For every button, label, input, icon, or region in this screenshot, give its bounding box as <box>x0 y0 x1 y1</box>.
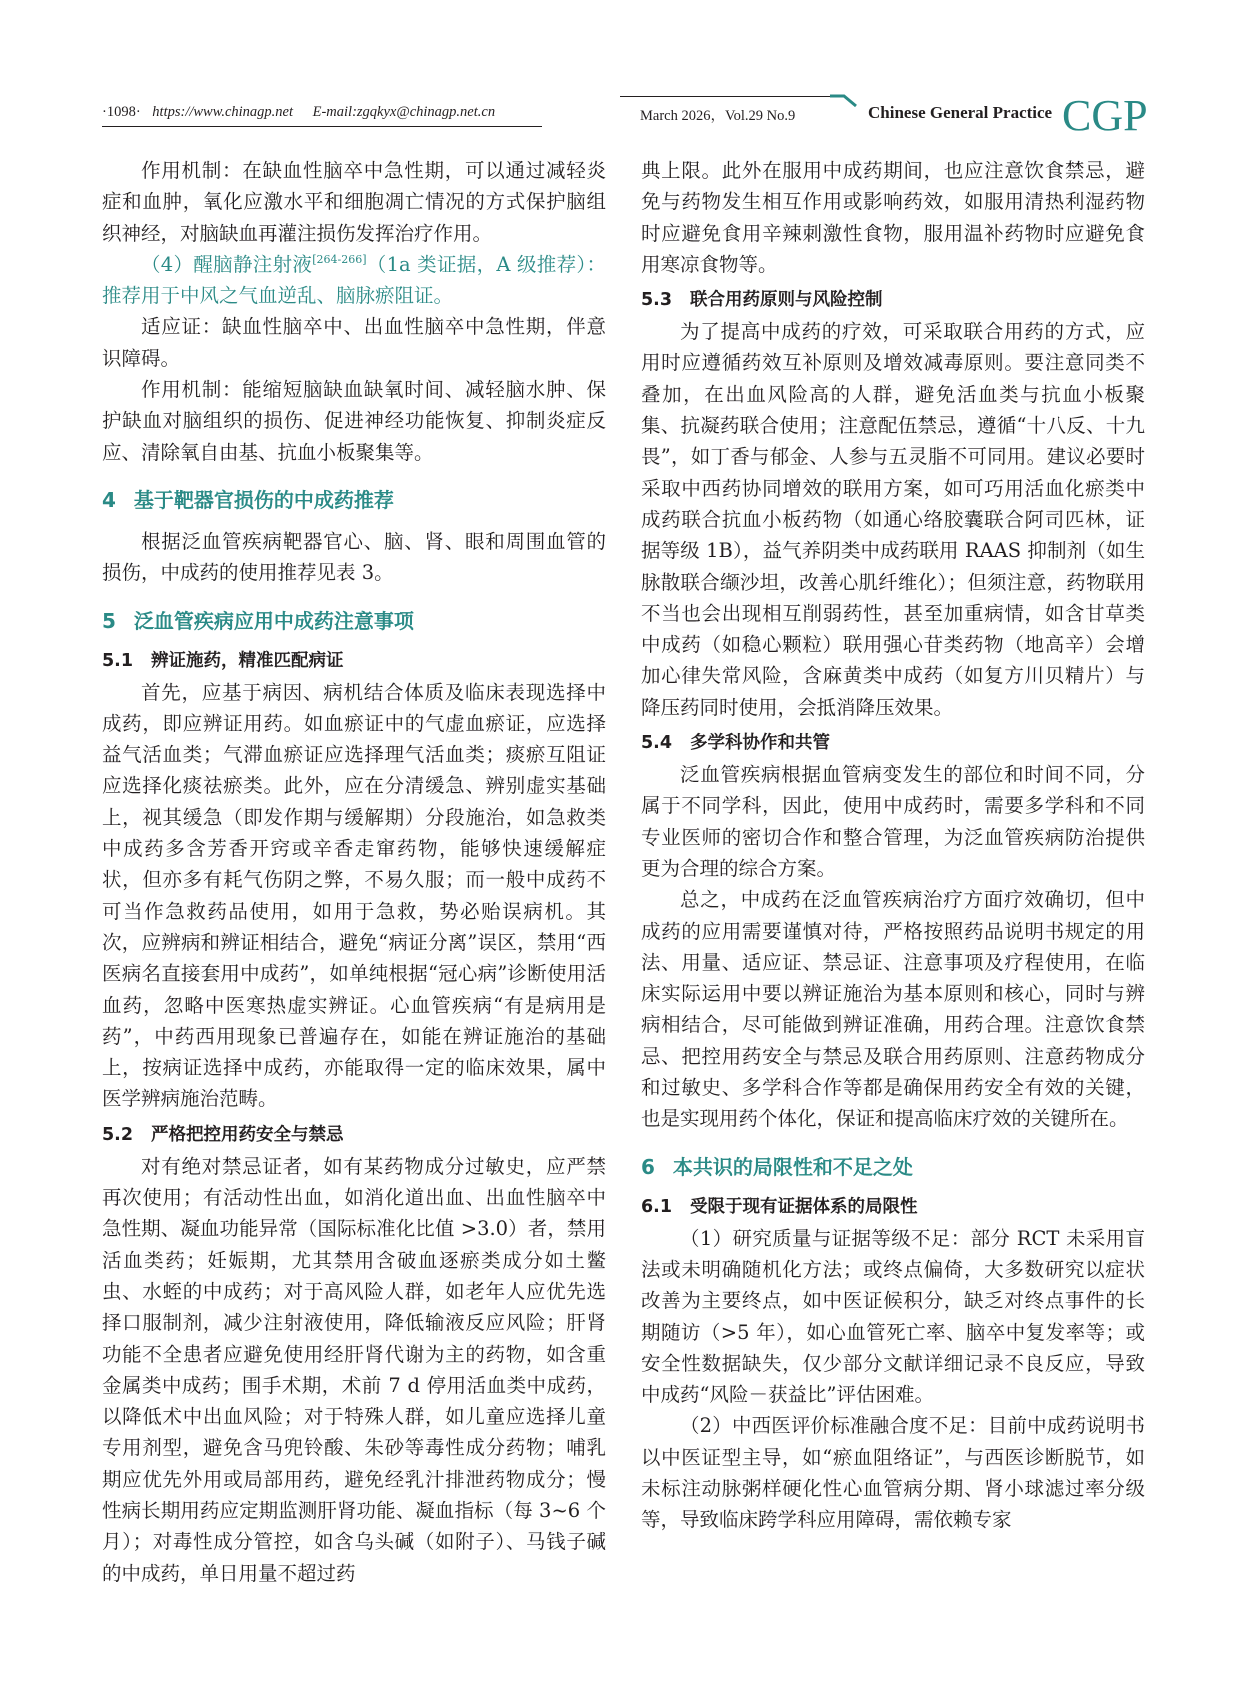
paragraph: 作用机制：在缺血性脑卒中急性期，可以通过减轻炎症和血肿，氧化应激水平和细胞凋亡情况的方式保护脑组织神经，对脑缺血再灌注损伤发挥治疗作用。 <box>102 159 606 245</box>
subsection-number: 5.3 <box>641 290 673 311</box>
recommendation-paragraph <box>102 249 606 312</box>
section-title: 本共识的局限性和不足之处 <box>672 1154 913 1179</box>
subsection-number: 5.1 <box>102 650 134 671</box>
subsection-heading <box>641 286 1145 314</box>
paragraph: （2）中西医评价标准融合度不足：目前中成药说明书以中医证型主导，如“瘀血阻络证”，与西医诊断脱节，如未标注动脉粥样硬化性心血管病分期、肾小球滤过率分级等，导致临床跨学科应用障碍，需依赖专家 <box>641 1414 1145 1532</box>
section-number: 5 <box>102 608 116 633</box>
subsection-heading <box>102 1121 606 1149</box>
right-column <box>641 155 1145 1536</box>
section-number: 6 <box>641 1154 655 1179</box>
subsection-number: 5.2 <box>102 1124 134 1145</box>
subsection-number: 6.1 <box>641 1196 673 1217</box>
paragraph: 对有绝对禁忌证者，如有某药物成分过敏史，应严禁再次使用；有活动性出血，如消化道出血、出血性脑卒中急性期、凝血功能异常（国际标准化比值 >3.0）者，禁用活血类药；妊娠期，尤其禁用含破血逐瘀类成分如土鳖虫、水蛭的中成药；对于高风险人群，如老年人应优先选择口服制剂，减少注射液使用，降低输液反应风险；肝肾功能不全患者应避免使用经肝肾代谢为主的药物，如含重金属类中成药；围手术期，术前 7 d 停用活血类中成药，以降低术中出血风险；对于特殊人群，如儿童应选择儿童专用剂型，避免含马兜铃酸、朱砂等毒性成分药物；哺乳期应优先外用或局部用药，避免经乳汁排泄药物成分；慢性病长期用药应定期监测肝肾功能、凝血指标（每 3~6 个月）；对毒性成分管控，如含乌头碱（如附子）、马钱子碱的中成药，单日用量不超过药 <box>102 1154 606 1585</box>
recommendation-text: （4）醒脑静注射液 <box>141 252 313 276</box>
logo-text: CGP <box>1062 91 1148 140</box>
paragraph: 泛血管疾病根据血管病变发生的部位和时间不同，分属于不同学科，因此，使用中成药时，需要多学科和不同专业医师的密切合作和整合管理，为泛血管疾病防治提供更为合理的综合方案。 <box>641 763 1145 880</box>
paragraph: 为了提高中成药的疗效，可采取联合用药的方式，应用时应遵循药效互补原则及增效减毒原则。要注意同类不叠加，在出血风险高的人群，避免活血类与抗血小板聚集、抗凝药联合使用；注意配伍禁忌，遵循“十八反、十九畏”，如丁香与郁金、人参与五灵脂不可同用。建议必要时采取中西药协同增效的联用方案，如可巧用活血化瘀类中成药联合抗血小板药物（如通心络胶囊联合阿司匹林，证据等级 1B），益气养阴类中成药联用 RAAS 抑制剂（如生脉散联合缬沙坦，改善心肌纤维化）；但须注意，药物联用不当也会出现相互削弱药性，甚至加重病情，如含甘草类中成药（如稳心颗粒）联用强心苷类药物（地高辛）会增加心律失常风险，含麻黄类中成药（如复方川贝精片）与降压药同时使用，会抵消降压效果。 <box>641 320 1145 719</box>
subsection-heading <box>641 729 1145 757</box>
journal-name: Chinese General Practice <box>868 103 1053 122</box>
header-rule-right <box>620 96 838 97</box>
subsection-number: 5.4 <box>641 733 673 754</box>
subsection-title: 受限于现有证据体系的局限性 <box>690 1196 918 1217</box>
page-number: ·1098· <box>102 104 141 120</box>
subsection-title: 辨证施药，精准匹配病证 <box>151 650 344 671</box>
header-rule <box>102 126 542 127</box>
paragraph: 典上限。此外在服用中成药期间，也应注意饮食禁忌，避免与药物发生相互作用或影响药效，如服用清热利湿药物时应避免食用辛辣刺激性食物，服用温补药物时应避免食用寒凉食物等。 <box>641 159 1145 276</box>
section-heading <box>102 607 606 635</box>
subsection-title: 严格把控用药安全与禁忌 <box>151 1124 344 1145</box>
citation[interactable]: [264-266] <box>312 252 367 266</box>
subsection-heading <box>641 1193 1145 1221</box>
section-title: 泛血管疾病应用中成药注意事项 <box>133 608 414 633</box>
journal-logo-icon <box>830 90 1160 140</box>
header-left <box>102 104 495 121</box>
journal-email[interactable]: E-mail:zgqkyx@chinagp.net.cn <box>312 104 496 120</box>
paragraph: 根据泛血管疾病靶器官心、脑、肾、眼和周围血管的损伤，中成药的使用推荐见表 3。 <box>102 529 606 585</box>
journal-url[interactable]: https://www.chinagp.net <box>152 104 293 120</box>
paragraph: 适应证：缺血性脑卒中、出血性脑卒中急性期，伴意识障碍。 <box>102 315 606 370</box>
paragraph: 总之，中成药在泛血管疾病治疗方面疗效确切，但中成药的应用需要谨慎对待，严格按照药品说明书规定的用法、用量、适应证、禁忌证、注意事项及疗程使用，在临床实际运用中要以辨证施治为基本原则和核心，同时与辨病相结合，尽可能做到辨证准确，用药合理。注意饮食禁忌、把控用药安全与禁忌及联合用药原则、注意药物成分和过敏史、多学科合作等都是确保用药安全有效的关键，也是实现用药个体化，保证和提高临床疗效的关键所在。 <box>641 888 1145 1131</box>
section-heading <box>102 486 606 514</box>
left-column <box>102 155 606 1589</box>
paragraph: 首先，应基于病因、病机结合体质及临床表现选择中成药，即应辨证用药。如血瘀证中的气虚血瘀证，应选择益气活血类；气滞血瘀证应选择理气活血类；痰瘀互阻证应选择化痰祛瘀类。此外，应在分清缓急、辨别虚实基础上，视其缓急（即发作期与缓解期）分段施治，如急救类中成药多含芳香开窍或辛香走窜药物，能够快速缓解症状，但亦多有耗气伤阴之弊，不易久服；而一般中成药不可当作急救药品使用，如用于急救，势必贻误病机。其次，应辨病和辨证相结合，避免“病证分离”误区，禁用“西医病名直接套用中成药”，如单纯根据“冠心病”诊断使用活血药，忽略中医寒热虚实辨证。心血管疾病“有是病用是药”，中药西用现象已普遍存在，如能在辨证施治的基础上，按病证选择中成药，亦能取得一定的临床效果，属中医学辨病施治范畴。 <box>102 680 606 1111</box>
section-number: 4 <box>102 487 116 512</box>
section-heading <box>641 1153 1145 1181</box>
page-header <box>0 0 1247 150</box>
issue-info: March 2026，Vol.29 No.9 <box>640 108 796 124</box>
section-title: 基于靶器官损伤的中成药推荐 <box>133 487 394 512</box>
paragraph: （1）研究质量与证据等级不足：部分 RCT 未采用盲法或未明确随机化方法；或终点偏倚，大多数研究以症状改善为主要终点，如中医证候积分，缺乏对终点事件的长期随访（>5 年），如心血管死亡率、脑卒中复发率等；或安全性数据缺失，仅少部分文献详细记录不良反应，导致中成药“风险－获益比”评估困难。 <box>641 1226 1145 1407</box>
recommendation-text: （1a 类证据，A 级推荐）：推荐用于中风之气血逆乱、脑脉瘀阻证。 <box>102 252 606 308</box>
subsection-title: 联合用药原则与风险控制 <box>690 290 883 311</box>
paragraph: 作用机制：能缩短脑缺血缺氧时间、减轻脑水肿、保护缺血对脑组织的损伤、促进神经功能恢复、抑制炎症反应、清除氧自由基、抗血小板聚集等。 <box>102 378 606 464</box>
subsection-title: 多学科协作和共管 <box>690 733 831 754</box>
subsection-heading <box>102 647 606 675</box>
